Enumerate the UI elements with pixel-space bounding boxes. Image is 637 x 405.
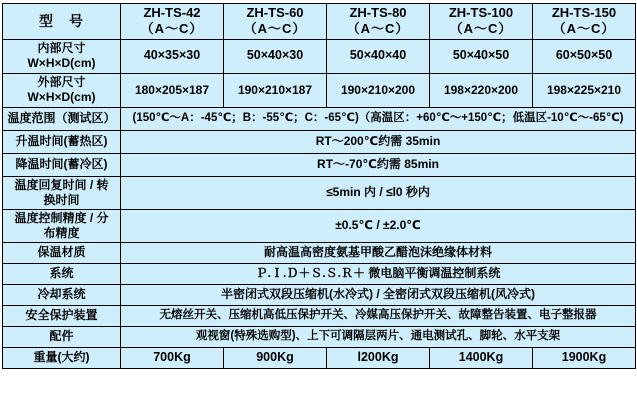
- table-row-safety-devices: [3, 305, 636, 326]
- cell-value: (150℃～A：-45℃；B：-55℃；C：-65℃)（高温区：+60℃～+150℃；低温区-10℃～-65℃): [121, 107, 636, 130]
- cell-value: 700Kg: [121, 347, 224, 368]
- row-label-line2: W×H×D(cm): [27, 90, 96, 104]
- model-name: ZH-TS-60: [246, 5, 304, 20]
- row-label: 升温时间(蓄热区): [3, 130, 121, 153]
- model-range: （A～C）: [449, 21, 513, 37]
- table-row-insulation-material: [3, 242, 636, 263]
- row-label-line2: W×H×D(cm): [27, 56, 96, 70]
- cell-value: 50×40×40: [327, 39, 430, 73]
- row-label-line1: 内部尺寸: [37, 41, 86, 55]
- row-label: 降温时间(蓄冷区): [3, 153, 121, 176]
- cell-value: 无熔丝开关、压缩机高低压保护开关、冷媒高压保护开关、故障整告装置、电子整报器: [121, 305, 636, 326]
- model-range: （A～C）: [243, 21, 307, 37]
- table-row-cooling-time: [3, 153, 636, 176]
- table-row-system: [3, 263, 636, 284]
- cell-value: 观视窗(特殊选购型)、上下可调隔层两片、通电测试孔、脚轮、水平支架: [121, 326, 636, 347]
- header-model-5: [533, 4, 636, 40]
- cell-value: 40×35×30: [121, 39, 224, 73]
- row-label-line1: 外部尺寸: [37, 75, 86, 89]
- cell-value: l200Kg: [327, 347, 430, 368]
- cell-value: ±0.5℃ / ±2.0℃: [121, 209, 636, 242]
- cell-value: 198×220×200: [430, 73, 533, 107]
- row-label: 安全保护装置: [3, 305, 121, 326]
- header-model-2: [224, 4, 327, 40]
- model-name: ZH-TS-42: [143, 5, 201, 20]
- cell-value: 900Kg: [224, 347, 327, 368]
- row-label: [3, 39, 121, 73]
- model-range: （A～C）: [140, 21, 204, 37]
- table-row-cooling-system: [3, 284, 636, 305]
- table-row-temperature-accuracy: [3, 209, 636, 242]
- header-model-label: 型 号: [3, 4, 121, 40]
- model-range: （A～C）: [346, 21, 410, 37]
- cell-value: 190×210×187: [224, 73, 327, 107]
- row-label: [3, 176, 121, 209]
- row-label: 配件: [3, 326, 121, 347]
- cell-value: 半密闭式双段压缩机(水冷式) / 全密闭式双段压缩机(风冷式): [121, 284, 636, 305]
- cell-value: 60×50×50: [533, 39, 636, 73]
- row-label: [3, 73, 121, 107]
- model-name: ZH-TS-150: [551, 5, 617, 20]
- row-label-line1: 温度控制精度 / 分: [14, 210, 109, 225]
- cell-value: 190×210×200: [327, 73, 430, 107]
- cell-value: 耐高温高密度氨基甲酸乙醋泡沫绝缘体材料: [121, 242, 636, 263]
- table-row-inner-dimensions: [3, 39, 636, 73]
- table-row-heating-time: [3, 130, 636, 153]
- row-label: 保温材质: [3, 242, 121, 263]
- cell-value: RT～-70℃约需 85min: [121, 153, 636, 176]
- table-row-temperature-range: [3, 107, 636, 130]
- header-model-4: [430, 4, 533, 40]
- cell-value: Ｐ.Ｉ.Ｄ＋Ｓ.Ｓ.Ｒ＋ 微电脑平衡调温控制系统: [121, 263, 636, 284]
- table-row-accessories: [3, 326, 636, 347]
- row-label-line2: 布精度: [43, 225, 80, 240]
- specification-table: [2, 3, 636, 369]
- cell-value: 198×225×210: [533, 73, 636, 107]
- model-name: ZH-TS-100: [448, 5, 514, 20]
- row-label: [3, 209, 121, 242]
- table-row-weight: [3, 347, 636, 368]
- table-row-recovery-time: [3, 176, 636, 209]
- model-name: ZH-TS-80: [349, 5, 407, 20]
- cell-value: ≤5min 内 / ≤l0 秒内: [121, 176, 636, 209]
- row-label: 系统: [3, 263, 121, 284]
- cell-value: 50×40×50: [430, 39, 533, 73]
- header-model-1: [121, 4, 224, 40]
- row-label: 冷却系统: [3, 284, 121, 305]
- row-label: 重量(大约): [3, 347, 121, 368]
- model-range: （A～C）: [552, 21, 616, 37]
- cell-value: RT～200℃约需 35min: [121, 130, 636, 153]
- table-row-outer-dimensions: [3, 73, 636, 107]
- cell-value: 180×205×187: [121, 73, 224, 107]
- row-label: 温度范围（测试区）: [3, 107, 121, 130]
- row-label-line2: 换时间: [43, 192, 80, 207]
- cell-value: 50×40×30: [224, 39, 327, 73]
- cell-value: 1900Kg: [533, 347, 636, 368]
- header-model-3: [327, 4, 430, 40]
- row-label-line1: 温度回复时间 / 转: [14, 177, 109, 192]
- cell-value: 1400Kg: [430, 347, 533, 368]
- table-header-row: [3, 4, 636, 40]
